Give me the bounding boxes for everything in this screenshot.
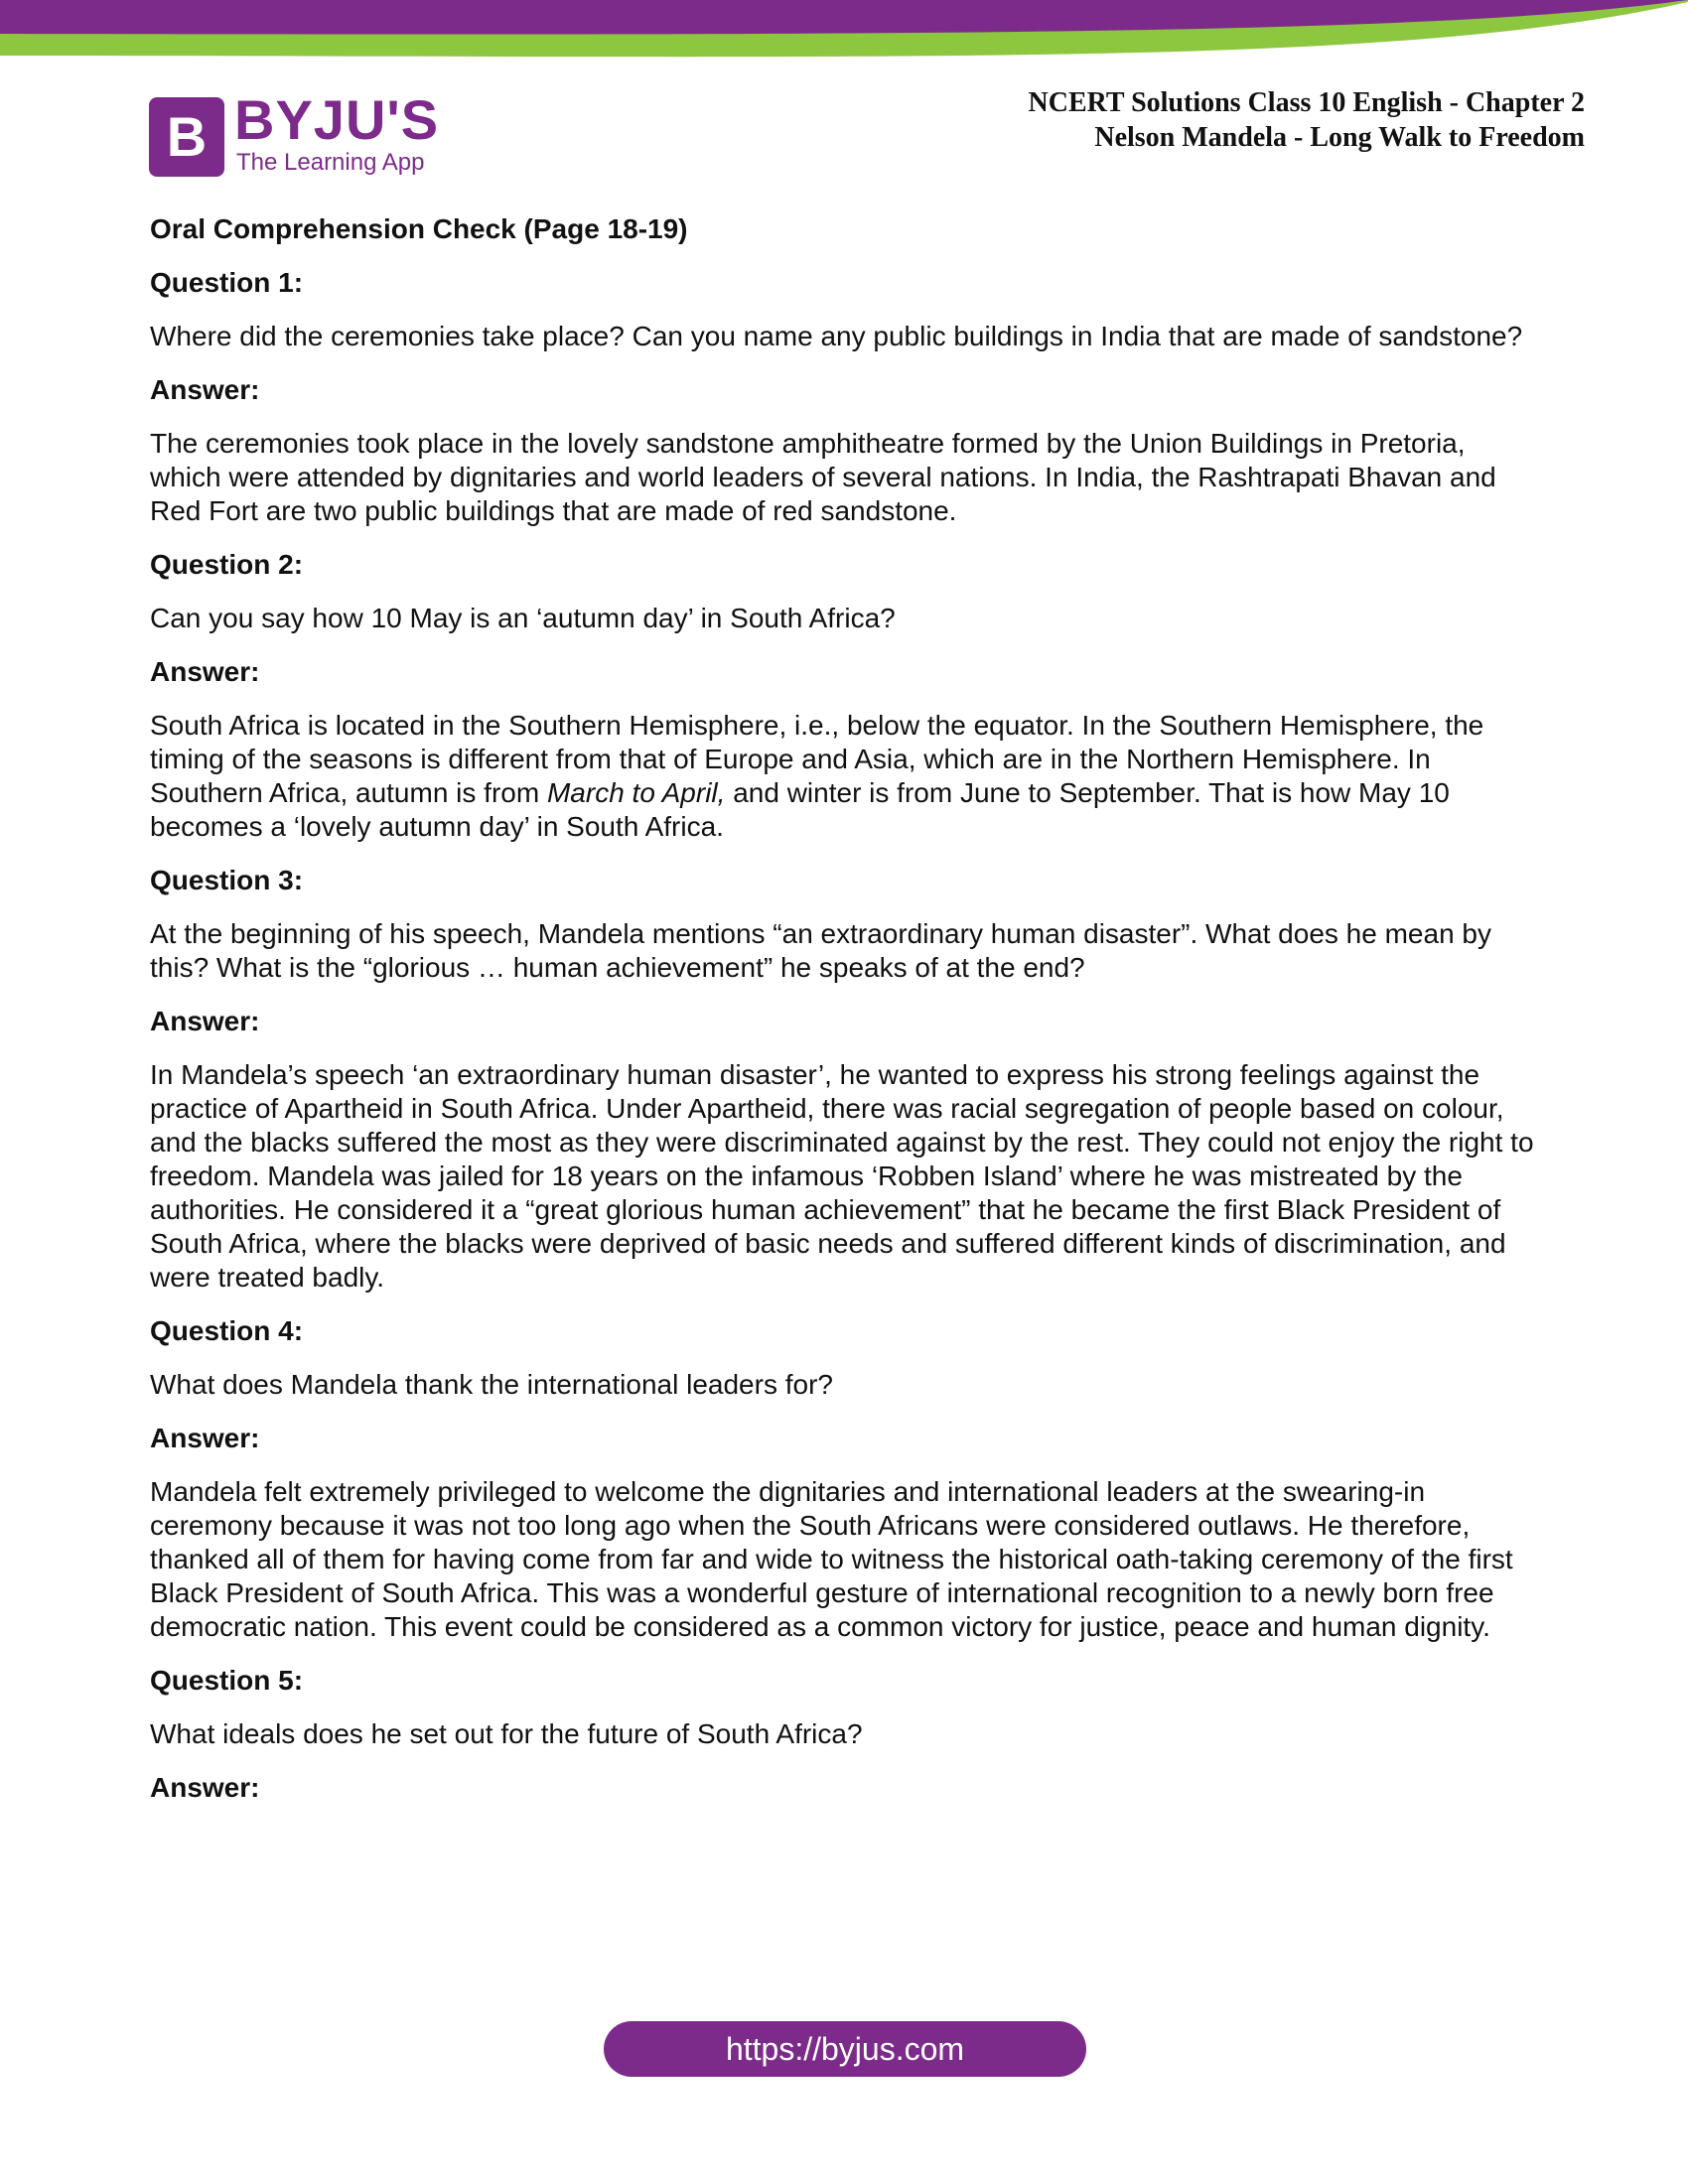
answer-label: Answer: [150, 374, 260, 405]
logo-tagline: The Learning App [236, 149, 425, 176]
section-title: Oral Comprehension Check (Page 18-19) [150, 213, 688, 244]
answer-text-emphasis: March to April, [546, 777, 726, 808]
logo-mark [149, 97, 224, 177]
question-text: At the beginning of his speech, Mandela mentions “an extraordinary human disaster”. What does he mean by this? What is the “glorious … human achievement” he speaks of at the end? [150, 918, 1491, 983]
question-text: What ideals does he set out for the future of South Africa? [150, 1718, 863, 1749]
logo-wordmark: BYJU'S [234, 88, 440, 151]
answer-label: Answer: [150, 656, 260, 687]
question-text: Where did the ceremonies take place? Can you name any public buildings in India that are made of sandstone? [150, 321, 1523, 351]
answer-text [150, 709, 1540, 844]
document-body [150, 212, 1540, 1825]
answer-text: Mandela felt extremely privileged to welcome the dignitaries and international leaders at the swearing-in ceremony because it was not too long ago when the South Africans were considered outlaws. He therefore, thanked all of them for having come from far and wide to witness the historical oath-taking ceremony of the first Black President of South Africa. This was a wonderful gesture of international recognition to a newly born free democratic nation. This event could be considered as a common victory for justice, peace and human dignity. [150, 1476, 1513, 1642]
header-color-band [0, 0, 1688, 60]
question-text: What does Mandela thank the international leaders for? [150, 1369, 833, 1400]
question-label: Question 1: [150, 267, 304, 298]
logo-mark-letter: B [166, 105, 208, 168]
answer-text: The ceremonies took place in the lovely sandstone amphitheatre formed by the Union Buildings in Pretoria, which were attended by dignitaries and world leaders of several nations. In India, the Rashtrapati Bhavan and Red Fort are two public buildings that are made of red sandstone. [150, 428, 1496, 526]
answer-label: Answer: [150, 1772, 260, 1803]
answer-text-part: and winter is from June to September. That is how May 10 becomes a ‘lovely autumn day’ in South Africa. [150, 777, 1450, 842]
question-label: Question 5: [150, 1665, 304, 1696]
header-line-title: Nelson Mandela - Long Walk to Freedom [1094, 122, 1585, 153]
question-label: Question 4: [150, 1315, 304, 1346]
answer-text-part: South Africa is located in the Southern Hemisphere, i.e., below the equator. In the Southern Hemisphere, the timing of the seasons is different from that of Europe and Asia, which are in the Northern Hemisphere. In Southern Africa, autumn is from [150, 710, 1484, 808]
byjus-logo [149, 88, 447, 181]
answer-label: Answer: [150, 1006, 260, 1036]
header-line-chapter: NCERT Solutions Class 10 English - Chapter 2 [1028, 87, 1585, 118]
answer-text: In Mandela’s speech ‘an extraordinary human disaster’, he wanted to express his strong feelings against the practice of Apartheid in South Africa. Under Apartheid, there was racial segregation of people based on colour, and the blacks suffered the most as they were discriminated against by the rest. They could not enjoy the right to freedom. Mandela was jailed for 18 years on the infamous ‘Robben Island’ where he was mistreated by the authorities. He considered it a “great glorious human achievement” that he became the first Black President of South Africa, where the blacks were deprived of basic needs and suffered different kinds of discrimination, and were treated badly. [150, 1059, 1534, 1293]
question-label: Question 2: [150, 549, 304, 580]
question-label: Question 3: [150, 865, 304, 895]
footer-url-link[interactable]: https://byjus.com [604, 2021, 1086, 2077]
answer-label: Answer: [150, 1423, 260, 1453]
document-header [1029, 85, 1585, 155]
question-text: Can you say how 10 May is an ‘autumn day’ in South Africa? [150, 603, 896, 633]
